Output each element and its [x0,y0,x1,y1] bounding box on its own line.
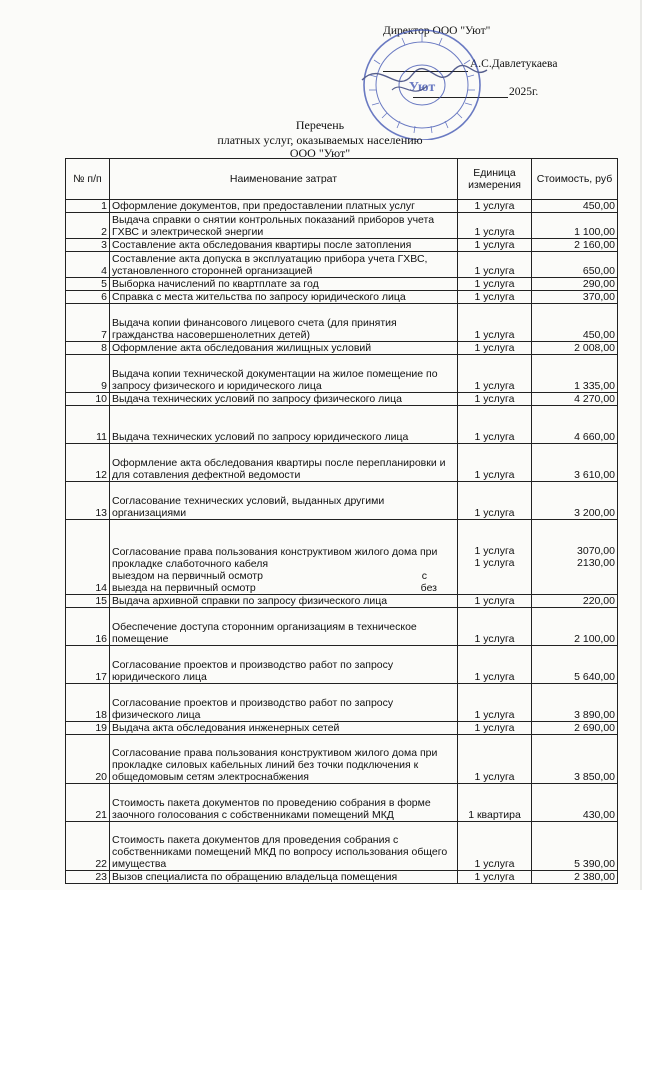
header-name: Наименование затрат [110,159,458,200]
row-cost: 4 270,00 [532,393,618,406]
row-cost-value: 2130,00 [577,557,615,569]
row-name: Выдача справки о снятии контрольных показаний приборов учета ГХВС и электрической энергии [110,213,458,239]
row-number: 8 [66,342,110,355]
stamp-center-text: Уют [408,80,436,95]
row-number: 4 [66,252,110,278]
row-unit: 1 услуга [458,252,532,278]
table-row [66,735,618,784]
row-name: Согласование проектов и производство работ по запросу юридического лица [110,646,458,684]
row-unit: 1 услуга [458,646,532,684]
row-cost: 3 850,00 [532,735,618,784]
row-cost [532,520,618,595]
row-number: 1 [66,200,110,213]
row-name: Выборка начислений по квартплате за год [110,278,458,291]
row-number: 22 [66,822,110,871]
row-name-line: выезда на первичный осмотр [112,582,256,594]
row-name: Стоимость пакета документов для проведения собрания с собственниками помещений МКД по вопросу использования общего имущества [110,822,458,871]
row-number: 2 [66,213,110,239]
row-name-line: Согласование права пользования конструктивом жилого дома при прокладке слаботочного кабеля [112,546,438,570]
row-unit: 1 услуга [458,355,532,393]
row-number: 17 [66,646,110,684]
row-unit: 1 услуга [458,822,532,871]
row-name: Выдача копии технической документации на жилое помещение по запросу физического и юридического лица [110,355,458,393]
row-name: Обеспечение доступа сторонним организациям в техническое помещение [110,608,458,646]
row-number: 16 [66,608,110,646]
row-unit: 1 услуга [458,444,532,482]
row-cost: 430,00 [532,784,618,822]
row-name: Согласование проектов и производство работ по запросу физического лица [110,684,458,722]
row-number: 6 [66,291,110,304]
director-title: Директор ООО "Уют" [383,25,491,37]
row-cost: 3 610,00 [532,444,618,482]
row-cost: 290,00 [532,278,618,291]
table-row [66,595,618,608]
row-unit: 1 услуга [458,291,532,304]
row-cost: 2 380,00 [532,871,618,884]
row-name: Выдача технических условий по запросу юридического лица [110,406,458,444]
document-title-line1: Перечень [295,118,345,132]
price-table [65,158,618,884]
row-unit: 1 услуга [458,304,532,342]
row-number: 18 [66,684,110,722]
row-name-line: с [421,570,427,582]
table-row [66,239,618,252]
document-title-line3: ООО "Уют" [289,146,351,160]
row-unit-value: 1 услуга [474,545,515,557]
table-row [66,355,618,393]
table-row [66,278,618,291]
row-unit: 1 услуга [458,200,532,213]
row-name: Стоимость пакета документов по проведению собрания в форме заочного голосования с собственниками помещений МКД [110,784,458,822]
row-number: 3 [66,239,110,252]
row-name-line: без [420,582,437,594]
row-number: 10 [66,393,110,406]
row-cost: 1 100,00 [532,213,618,239]
table-row [66,482,618,520]
row-unit: 1 услуга [458,871,532,884]
document-title-line2: платных услуг, оказываемых населению [217,133,423,147]
table-row [66,722,618,735]
row-cost: 220,00 [532,595,618,608]
row-unit: 1 услуга [458,722,532,735]
table-row [66,822,618,871]
row-unit: 1 услуга [458,684,532,722]
row-number: 23 [66,871,110,884]
row-name: Составление акта допуска в эксплуатацию прибора учета ГХВС, установленного сторонней организацией [110,252,458,278]
director-name: А.С.Давлетукаева [470,58,558,70]
row-name: Оформление акта обследования квартиры после перепланировки и для сотавления дефектной ведомости [110,444,458,482]
table-row [66,444,618,482]
row-unit: 1 услуга [458,735,532,784]
row-cost-value: 3070,00 [577,545,615,557]
row-number: 19 [66,722,110,735]
row-cost: 4 660,00 [532,406,618,444]
table-row [66,291,618,304]
row-cost: 2 100,00 [532,608,618,646]
row-cost: 3 890,00 [532,684,618,722]
row-name: Выдача копии финансового лицевого счета (для принятия гражданства насовершенолетних детей) [110,304,458,342]
row-unit: 1 квартира [458,784,532,822]
row-number: 11 [66,406,110,444]
price-table-body [66,200,618,884]
header-cost: Стоимость, руб [532,159,618,200]
row-unit: 1 услуга [458,595,532,608]
row-cost: 2 160,00 [532,239,618,252]
row-number: 15 [66,595,110,608]
table-row [66,406,618,444]
table-row [66,520,618,595]
row-name: Выдача архивной справки по запросу физического лица [110,595,458,608]
row-unit: 1 услуга [458,213,532,239]
row-cost: 370,00 [532,291,618,304]
table-row [66,342,618,355]
row-cost: 3 200,00 [532,482,618,520]
approval-date: 2025г. [509,86,539,98]
table-row [66,608,618,646]
row-name: Выдача технических условий по запросу физического лица [110,393,458,406]
row-unit: 1 услуга [458,278,532,291]
row-cost: 1 335,00 [532,355,618,393]
header-num: № п/п [66,159,110,200]
row-cost: 5 640,00 [532,646,618,684]
table-row [66,393,618,406]
table-row [66,646,618,684]
row-cost: 2 690,00 [532,722,618,735]
row-cost: 5 390,00 [532,822,618,871]
row-number: 13 [66,482,110,520]
table-row [66,684,618,722]
row-name [110,520,458,595]
table-row [66,200,618,213]
row-unit: 1 услуга [458,342,532,355]
row-unit: 1 услуга [458,608,532,646]
row-cost: 650,00 [532,252,618,278]
row-cost: 450,00 [532,304,618,342]
row-number: 21 [66,784,110,822]
row-number: 5 [66,278,110,291]
table-row [66,784,618,822]
row-name: Выдача акта обследования инженерных сетей [110,722,458,735]
row-unit: 1 услуга [458,406,532,444]
table-row [66,252,618,278]
row-name-line: выездом на первичный осмотр [112,570,263,582]
row-number: 20 [66,735,110,784]
row-name: Оформление акта обследования жилищных условий [110,342,458,355]
row-cost: 2 008,00 [532,342,618,355]
row-name: Составление акта обследования квартиры после затопления [110,239,458,252]
row-name: Справка с места жительства по запросу юридического лица [110,291,458,304]
row-number: 14 [66,520,110,595]
row-unit: 1 услуга [458,482,532,520]
row-name: Согласование права пользования конструктивом жилого дома при прокладке силовых кабельных линий без точки подключения к общедомовым сетям электроснабжения [110,735,458,784]
row-unit-value: 1 услуга [474,557,515,569]
table-row [66,213,618,239]
row-number: 7 [66,304,110,342]
row-unit [458,520,532,595]
row-name: Оформление документов, при предоставлении платных услуг [110,200,458,213]
row-number: 9 [66,355,110,393]
row-unit: 1 услуга [458,393,532,406]
table-header-row [66,159,618,200]
row-cost: 450,00 [532,200,618,213]
row-name: Согласование технических условий, выданных другими организациями [110,482,458,520]
row-number: 12 [66,444,110,482]
table-row [66,304,618,342]
table-row [66,871,618,884]
row-unit: 1 услуга [458,239,532,252]
header-unit: Единица измерения [458,159,532,200]
row-name: Вызов специалиста по обращению владельца помещения [110,871,458,884]
